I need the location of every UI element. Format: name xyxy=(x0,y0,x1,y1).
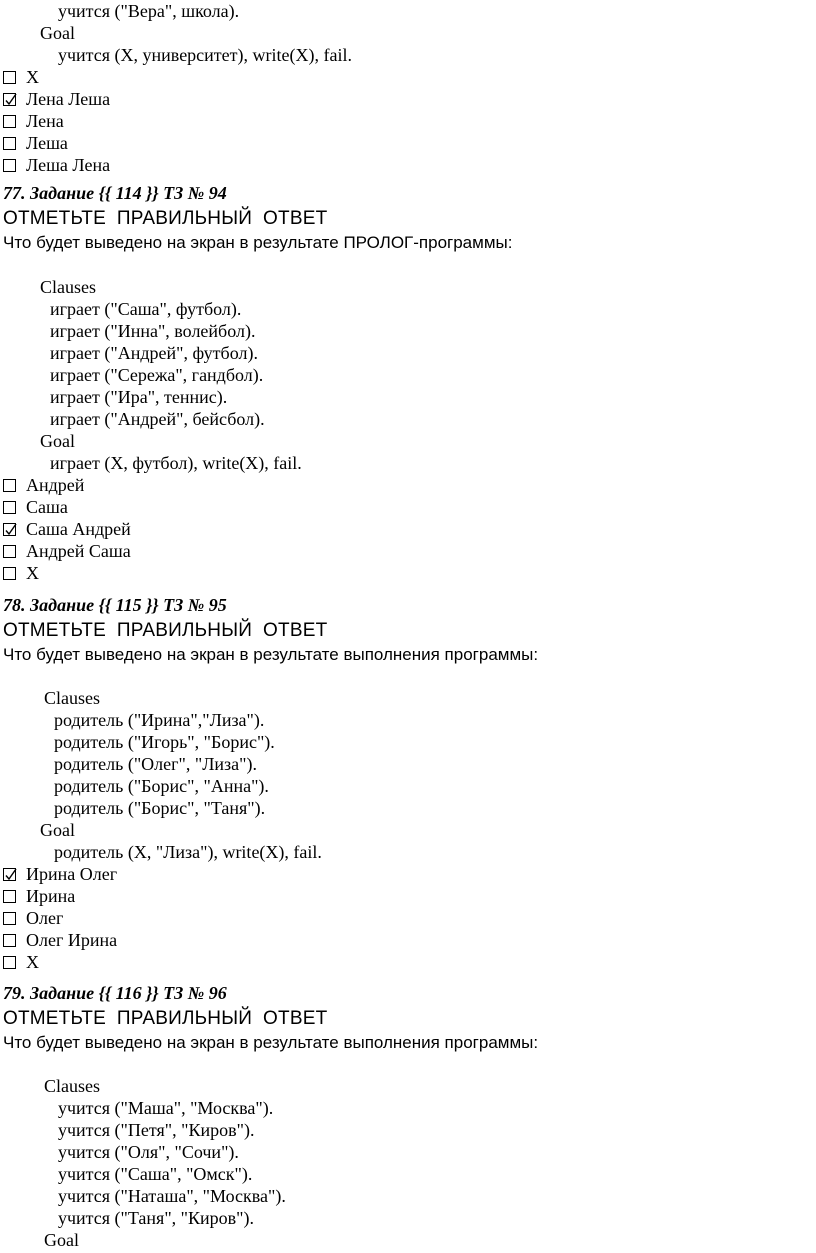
goal-label: Goal xyxy=(40,431,75,451)
option-label: Ирина xyxy=(26,886,76,906)
clause-line: учится ("Маша", "Москва"). xyxy=(58,1098,274,1118)
option-label: Андрей Саша xyxy=(26,541,131,561)
goal-label: Goal xyxy=(44,1230,79,1250)
answer-option[interactable] xyxy=(3,863,117,885)
checkbox[interactable] xyxy=(3,890,16,903)
task-title: 79. Задание {{ 116 }} ТЗ № 96 xyxy=(3,983,227,1003)
answer-option[interactable] xyxy=(3,110,64,132)
checkbox[interactable] xyxy=(3,501,16,514)
clauses-label: Clauses xyxy=(40,277,96,297)
clause-line: играет ("Андрей", бейсбол). xyxy=(50,409,265,429)
checkbox[interactable] xyxy=(3,545,16,558)
goal-line: учится (X, университет), write(X), fail. xyxy=(58,45,352,65)
option-label: Саша Андрей xyxy=(26,519,131,539)
answer-option[interactable] xyxy=(3,66,39,88)
clause-line: играет ("Андрей", футбол). xyxy=(50,343,258,363)
check-icon xyxy=(4,524,17,537)
option-label: Лена xyxy=(26,111,64,131)
answer-option[interactable] xyxy=(3,88,110,110)
answer-option[interactable] xyxy=(3,907,63,929)
goal-label: Goal xyxy=(40,820,75,840)
checkbox[interactable] xyxy=(3,159,16,172)
option-label: X xyxy=(26,563,39,583)
task-title: 77. Задание {{ 114 }} ТЗ № 94 xyxy=(3,183,227,203)
answer-option[interactable] xyxy=(3,951,39,973)
checkbox[interactable] xyxy=(3,934,16,947)
checkbox[interactable] xyxy=(3,137,16,150)
clause-line: родитель ("Ирина","Лиза"). xyxy=(54,710,265,730)
clause-line: играет ("Саша", футбол). xyxy=(50,299,242,319)
option-label: Леша Лена xyxy=(26,155,111,175)
checkbox[interactable] xyxy=(3,115,16,128)
task-question: Что будет выведено на экран в результате выполнения программы: xyxy=(3,1033,539,1052)
checkbox[interactable] xyxy=(3,479,16,492)
checkbox[interactable] xyxy=(3,868,16,881)
checkbox[interactable] xyxy=(3,956,16,969)
clause-line: родитель ("Игорь", "Борис"). xyxy=(54,732,275,752)
option-label: X xyxy=(26,67,39,87)
clause-line: учится ("Петя", "Киров"). xyxy=(58,1120,255,1140)
answer-option[interactable] xyxy=(3,885,75,907)
task-instruction: ОТМЕТЬТЕ ПРАВИЛЬНЫЙ ОТВЕТ xyxy=(3,620,328,641)
clause-line: играет ("Сережа", гандбол). xyxy=(50,365,264,385)
checkbox[interactable] xyxy=(3,71,16,84)
answer-option[interactable] xyxy=(3,540,131,562)
option-label: Олег Ирина xyxy=(26,930,118,950)
answer-option[interactable] xyxy=(3,518,131,540)
clause-line: родитель ("Олег", "Лиза"). xyxy=(54,754,257,774)
option-label: Лена Леша xyxy=(26,89,111,109)
code-line: учится ("Вера", школа). xyxy=(58,1,240,21)
checkbox[interactable] xyxy=(3,567,16,580)
task-question: Что будет выведено на экран в результате выполнения программы: xyxy=(3,645,539,664)
answer-option[interactable] xyxy=(3,929,117,951)
checkbox[interactable] xyxy=(3,912,16,925)
goal-label: Goal xyxy=(40,23,75,43)
clause-line: родитель ("Борис", "Анна"). xyxy=(54,776,269,796)
option-label: Леша xyxy=(26,133,68,153)
answer-option[interactable] xyxy=(3,474,84,496)
task-instruction: ОТМЕТЬТЕ ПРАВИЛЬНЫЙ ОТВЕТ xyxy=(3,208,328,229)
option-label: X xyxy=(26,952,39,972)
checkbox[interactable] xyxy=(3,523,16,536)
answer-option[interactable] xyxy=(3,154,110,176)
option-label: Ирина Олег xyxy=(26,864,118,884)
clause-line: учится ("Оля", "Сочи"). xyxy=(58,1142,239,1162)
option-label: Олег xyxy=(26,908,64,928)
task-question: Что будет выведено на экран в результате ПРОЛОГ-программы: xyxy=(3,233,513,252)
clauses-label: Clauses xyxy=(44,688,100,708)
checkbox[interactable] xyxy=(3,93,16,106)
option-label: Саша xyxy=(26,497,68,517)
clause-line: играет ("Ира", теннис). xyxy=(50,387,228,407)
answer-option[interactable] xyxy=(3,496,68,518)
task-title: 78. Задание {{ 115 }} ТЗ № 95 xyxy=(3,595,227,615)
clause-line: учится ("Наташа", "Москва"). xyxy=(58,1186,286,1206)
clauses-label: Clauses xyxy=(44,1076,100,1096)
goal-line: родитель (X, "Лиза"), write(X), fail. xyxy=(54,842,322,862)
clause-line: учится ("Таня", "Киров"). xyxy=(58,1208,255,1228)
clause-line: родитель ("Борис", "Таня"). xyxy=(54,798,266,818)
task-instruction: ОТМЕТЬТЕ ПРАВИЛЬНЫЙ ОТВЕТ xyxy=(3,1008,328,1029)
clause-line: учится ("Саша", "Омск"). xyxy=(58,1164,253,1184)
option-label: Андрей xyxy=(26,475,85,495)
clause-line: играет ("Инна", волейбол). xyxy=(50,321,256,341)
answer-option[interactable] xyxy=(3,562,39,584)
answer-option[interactable] xyxy=(3,132,68,154)
goal-line: играет (X, футбол), write(X), fail. xyxy=(50,453,302,473)
check-icon xyxy=(4,94,17,107)
check-icon xyxy=(4,869,17,882)
